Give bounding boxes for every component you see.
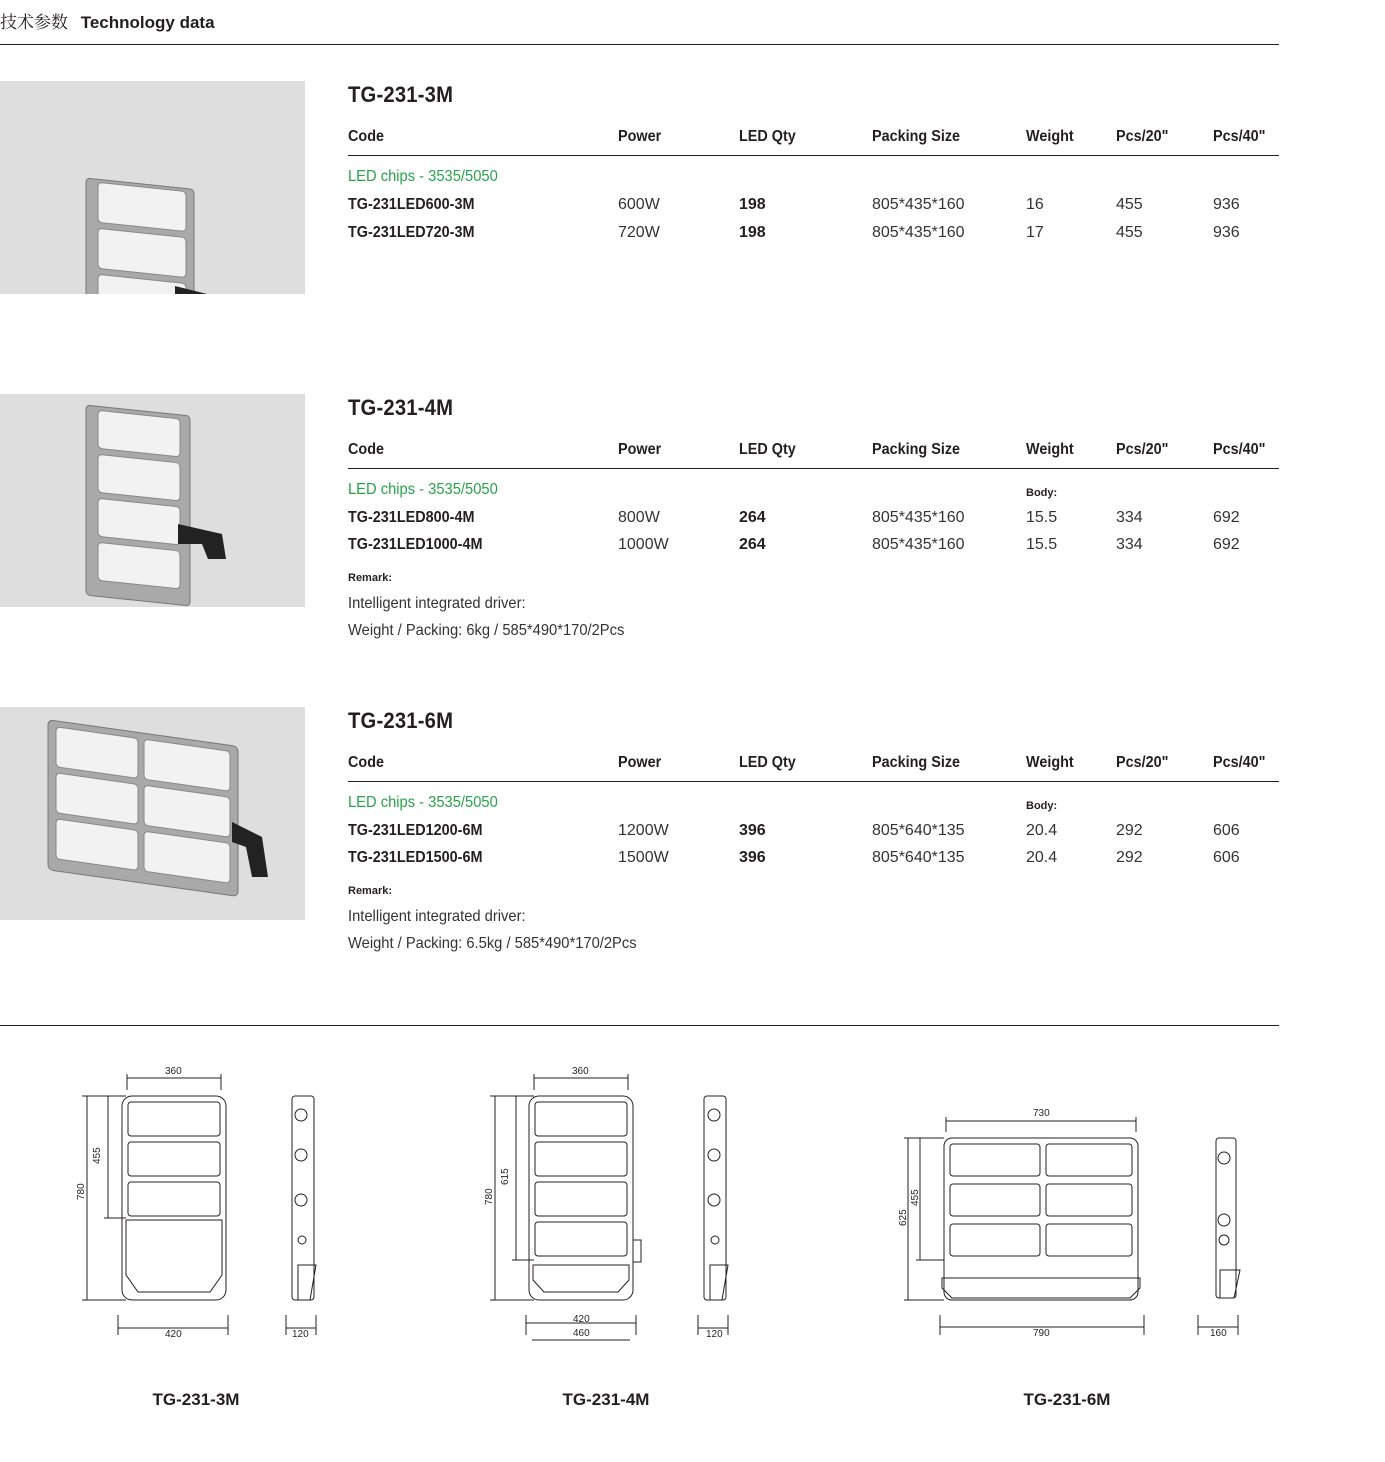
drawings-rule xyxy=(0,1025,1279,1026)
col-header-pcs20: Pcs/20" xyxy=(1116,441,1169,458)
spec-section-6m xyxy=(348,708,1279,958)
floodlight-3m-image xyxy=(0,81,305,294)
dim-height: 625 xyxy=(898,1209,909,1226)
cell-power: 1200W xyxy=(618,822,669,839)
table-header-rule xyxy=(348,781,1279,782)
col-header-power: Power xyxy=(618,441,662,458)
body-label: Body: xyxy=(1026,800,1058,812)
cell-pcs20: 334 xyxy=(1116,536,1143,553)
header-rule xyxy=(0,44,1279,45)
col-header-pcs40: Pcs/40" xyxy=(1213,441,1266,458)
cell-led-qty: 198 xyxy=(739,224,766,241)
col-header-power: Power xyxy=(618,128,662,145)
dim-bottom: 790 xyxy=(1033,1328,1050,1339)
table-row xyxy=(348,509,1279,533)
spec-section-4m xyxy=(348,395,1279,645)
cell-power: 600W xyxy=(618,196,660,213)
model-title: TG-231-4M xyxy=(348,395,454,420)
table-header-rule xyxy=(348,155,1279,156)
drawing-caption-4m: TG-231-4M xyxy=(562,1390,650,1409)
led-chips-note: LED chips - 3535/5050 xyxy=(348,794,498,811)
cell-packing-size: 805*435*160 xyxy=(872,509,965,526)
dimension-drawing-3m xyxy=(70,1060,360,1350)
floodlight-4m-image xyxy=(0,394,305,607)
cell-code: TG-231LED600-3M xyxy=(348,196,475,213)
table-header-rule xyxy=(348,468,1279,469)
cell-code: TG-231LED1500-6M xyxy=(348,849,483,866)
dim-bottom: 460 xyxy=(573,1328,590,1339)
dimension-drawing-6m xyxy=(890,1100,1260,1350)
remark-line: Weight / Packing: 6kg / 585*490*170/2Pcs xyxy=(348,622,625,639)
cell-pcs40: 606 xyxy=(1213,822,1240,839)
cell-pcs20: 292 xyxy=(1116,849,1143,866)
body-label: Body: xyxy=(1026,487,1058,499)
cell-code: TG-231LED800-4M xyxy=(348,509,475,526)
table-row xyxy=(348,849,1279,873)
dim-side: 160 xyxy=(1210,1328,1227,1339)
model-title: TG-231-6M xyxy=(348,708,454,733)
model-title: TG-231-3M xyxy=(348,82,454,107)
col-header-weight: Weight xyxy=(1026,754,1074,771)
col-header-pcs20: Pcs/20" xyxy=(1116,754,1169,771)
cell-weight: 15.5 xyxy=(1026,509,1058,526)
col-header-led-qty: LED Qty xyxy=(739,754,796,771)
cell-power: 1500W xyxy=(618,849,669,866)
page-header xyxy=(0,8,215,33)
cell-weight: 20.4 xyxy=(1026,849,1058,866)
cell-packing-size: 805*435*160 xyxy=(872,536,965,553)
product-photo-6m xyxy=(0,707,305,920)
header-title-en: Technology data xyxy=(80,13,215,32)
cell-pcs20: 455 xyxy=(1116,224,1143,241)
cell-packing-size: 805*435*160 xyxy=(872,196,965,213)
dim-height: 780 xyxy=(484,1188,495,1205)
col-header-weight: Weight xyxy=(1026,128,1074,145)
col-header-power: Power xyxy=(618,754,662,771)
cell-packing-size: 805*435*160 xyxy=(872,224,965,241)
cell-weight: 16 xyxy=(1026,196,1044,213)
cell-pcs20: 455 xyxy=(1116,196,1143,213)
dim-inner: 615 xyxy=(500,1168,511,1185)
spec-section-3m xyxy=(348,82,1279,252)
drawing-caption-3m: TG-231-3M xyxy=(152,1390,240,1409)
cell-power: 800W xyxy=(618,509,660,526)
cell-packing-size: 805*640*135 xyxy=(872,822,965,839)
product-photo-4m xyxy=(0,394,305,607)
dim-inner: 455 xyxy=(910,1189,921,1206)
cell-code: TG-231LED1200-6M xyxy=(348,822,483,839)
table-row xyxy=(348,536,1279,560)
col-header-packing-size: Packing Size xyxy=(872,441,961,458)
dim-height: 780 xyxy=(76,1183,87,1200)
header-title-cn: 技术参数 xyxy=(0,13,68,33)
cell-power: 1000W xyxy=(618,536,669,553)
col-header-led-qty: LED Qty xyxy=(739,441,796,458)
cell-pcs20: 292 xyxy=(1116,822,1143,839)
product-photo-3m xyxy=(0,81,305,294)
cell-power: 720W xyxy=(618,224,660,241)
col-header-led-qty: LED Qty xyxy=(739,128,796,145)
col-header-packing-size: Packing Size xyxy=(872,128,961,145)
table-row xyxy=(348,196,1279,220)
dimension-drawing-4m xyxy=(478,1060,768,1350)
cell-led-qty: 198 xyxy=(739,196,766,213)
cell-led-qty: 264 xyxy=(739,536,766,553)
col-header-code: Code xyxy=(348,128,384,145)
remark-label: Remark: xyxy=(348,885,393,897)
dim-side: 120 xyxy=(292,1329,309,1340)
remark-label: Remark: xyxy=(348,572,393,584)
dim-top: 730 xyxy=(1033,1108,1050,1119)
dim-inner: 455 xyxy=(92,1147,103,1164)
remark-line: Weight / Packing: 6.5kg / 585*490*170/2Pcs xyxy=(348,935,637,952)
dim-bottom: 420 xyxy=(165,1329,182,1340)
cell-pcs40: 936 xyxy=(1213,196,1240,213)
remark-line: Intelligent integrated driver: xyxy=(348,908,526,925)
table-row xyxy=(348,822,1279,846)
table-row xyxy=(348,224,1279,248)
led-chips-note: LED chips - 3535/5050 xyxy=(348,168,498,185)
col-header-packing-size: Packing Size xyxy=(872,754,961,771)
cell-led-qty: 396 xyxy=(739,849,766,866)
dim-side: 120 xyxy=(706,1329,723,1340)
cell-weight: 17 xyxy=(1026,224,1044,241)
cell-pcs40: 606 xyxy=(1213,849,1240,866)
col-header-code: Code xyxy=(348,441,384,458)
remark-line: Intelligent integrated driver: xyxy=(348,595,526,612)
cell-led-qty: 264 xyxy=(739,509,766,526)
cell-code: TG-231LED1000-4M xyxy=(348,536,483,553)
dim-top: 360 xyxy=(165,1066,182,1077)
dim-top: 360 xyxy=(572,1066,589,1077)
cell-led-qty: 396 xyxy=(739,822,766,839)
cell-packing-size: 805*640*135 xyxy=(872,849,965,866)
cell-weight: 20.4 xyxy=(1026,822,1058,839)
led-chips-note: LED chips - 3535/5050 xyxy=(348,481,498,498)
floodlight-6m-image xyxy=(0,707,305,920)
cell-pcs40: 936 xyxy=(1213,224,1240,241)
col-header-weight: Weight xyxy=(1026,441,1074,458)
cell-pcs40: 692 xyxy=(1213,509,1240,526)
cell-code: TG-231LED720-3M xyxy=(348,224,475,241)
drawing-caption-6m: TG-231-6M xyxy=(1023,1390,1111,1409)
col-header-pcs20: Pcs/20" xyxy=(1116,128,1169,145)
cell-weight: 15.5 xyxy=(1026,536,1058,553)
cell-pcs20: 334 xyxy=(1116,509,1143,526)
col-header-pcs40: Pcs/40" xyxy=(1213,128,1266,145)
col-header-pcs40: Pcs/40" xyxy=(1213,754,1266,771)
cell-pcs40: 692 xyxy=(1213,536,1240,553)
col-header-code: Code xyxy=(348,754,384,771)
dim-bottom-inner: 420 xyxy=(573,1314,590,1325)
